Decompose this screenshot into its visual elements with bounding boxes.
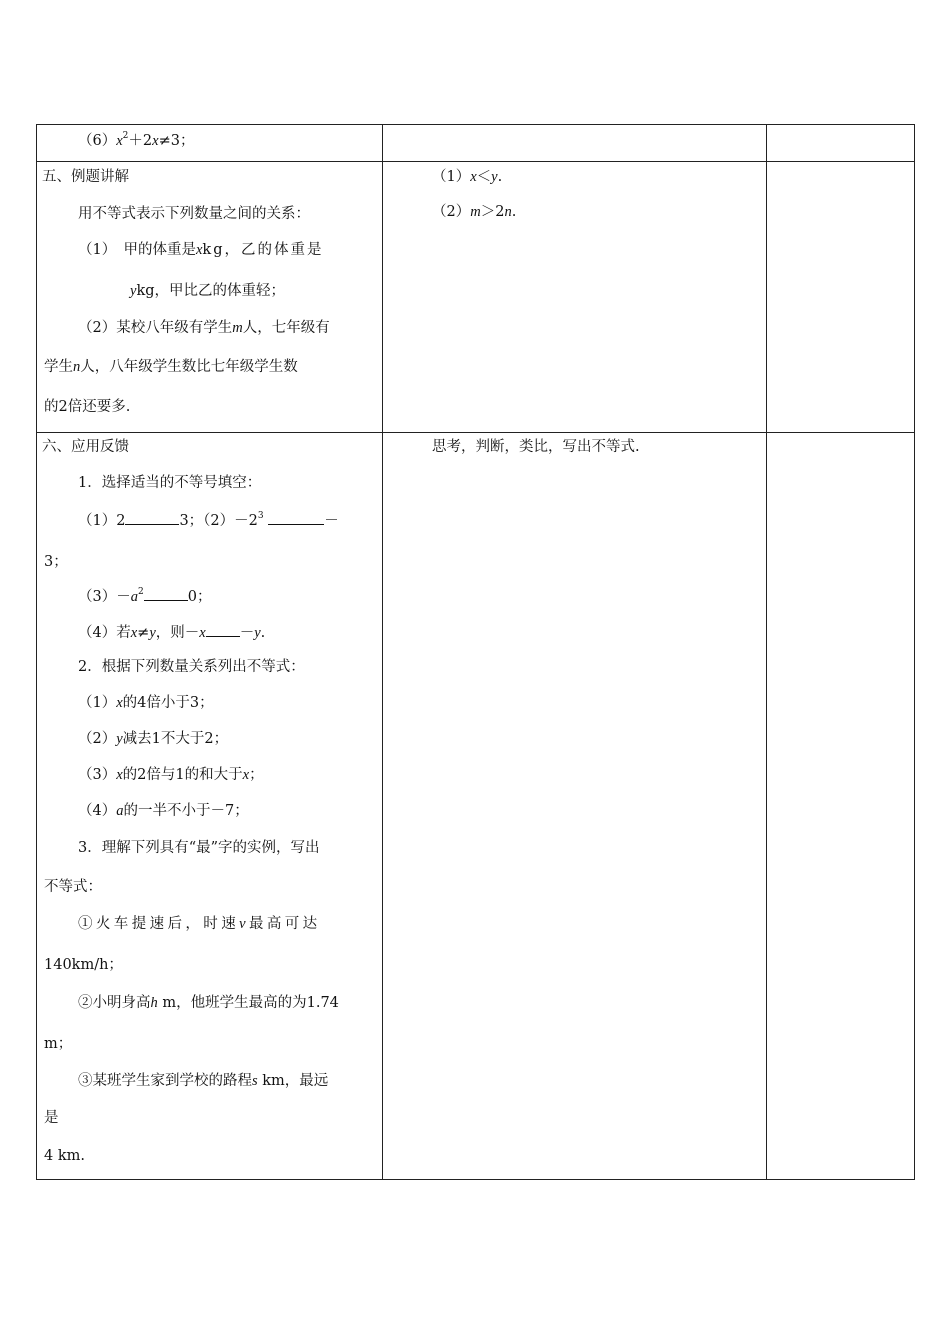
exercise-2-item-4: （4）a的一半不小于－7；: [78, 803, 249, 819]
answer-blank[interactable]: [206, 622, 240, 637]
example-2-line3: 的2倍还要多.: [44, 399, 131, 415]
answer-blank[interactable]: [268, 510, 324, 525]
exercise-1-item-3: $(3)-a^2$ 0；: [78, 587, 212, 605]
exercise-1-title: 1．选择适当的不等号填空：: [78, 475, 262, 491]
answer-1: （1）x＜y.: [432, 169, 503, 185]
example-1-line2: ykg，甲比乙的体重轻；: [130, 283, 286, 299]
exercise-2-item-1: （1）x的4倍小于3；: [78, 695, 214, 711]
answer-blank[interactable]: [125, 510, 179, 525]
exercise-1-item-4: （4）若x≠y，则－x －y.: [78, 622, 265, 643]
example-distance: ③某班学生家到学校的路程s km，最远: [78, 1073, 329, 1089]
section-heading-feedback: 六、应用反馈: [42, 439, 129, 455]
exercise-1-item-2-cont: 3；: [44, 554, 68, 570]
table-border-top: [36, 124, 915, 125]
exercise-3-title-cont: 不等式：: [44, 879, 102, 895]
exercise-1-item-1-2: （1）2 3；$(2)-2^3$ －: [78, 511, 339, 529]
table-border-bottom: [36, 1179, 915, 1180]
table-border-col2: [766, 124, 767, 1180]
exercise-3-title: 3．理解下列具有“最”字的实例，写出: [78, 840, 320, 856]
exercise-2-item-3: （3）x的2倍与1的和大于x；: [78, 767, 264, 783]
example-1-line1: （1） 甲的体重是xkg，乙的体重是: [78, 242, 324, 258]
section-heading-examples: 五、例题讲解: [42, 169, 129, 185]
example-2-line2: 学生n人，八年级学生数比七年级学生数: [44, 359, 298, 375]
example-train: ①火车提速后，时速v最高可达: [78, 916, 321, 932]
example-height: ②小明身高h m，他班学生最高的为1.74: [78, 995, 339, 1011]
table-border-left: [36, 124, 37, 1180]
table-border-row2: [36, 432, 915, 433]
exercise-2-item-2: （2）y减去1不大于2；: [78, 731, 229, 747]
inequality-6: $(6)x^2+2x\ne 3$；: [78, 131, 195, 149]
answer-2: （2）m＞2n.: [432, 204, 517, 220]
table-border-right: [914, 124, 915, 1180]
answer-blank[interactable]: [144, 586, 188, 601]
table-border-row1: [36, 161, 915, 162]
example-2-line1: （2）某校八年级有学生m人，七年级有: [78, 320, 330, 336]
example-height-cont: m；: [44, 1036, 73, 1052]
exercise-2-title: 2．根据下列数量关系列出不等式：: [78, 659, 305, 675]
example-train-cont: 140km/h；: [44, 957, 123, 973]
table-border-col1: [382, 124, 383, 1180]
example-distance-cont2: 4 km.: [44, 1148, 85, 1164]
feedback-activity-note: 思考，判断，类比，写出不等式.: [432, 439, 640, 455]
examples-intro: 用不等式表示下列数量之间的关系：: [78, 206, 310, 222]
example-distance-cont: 是: [44, 1110, 59, 1126]
